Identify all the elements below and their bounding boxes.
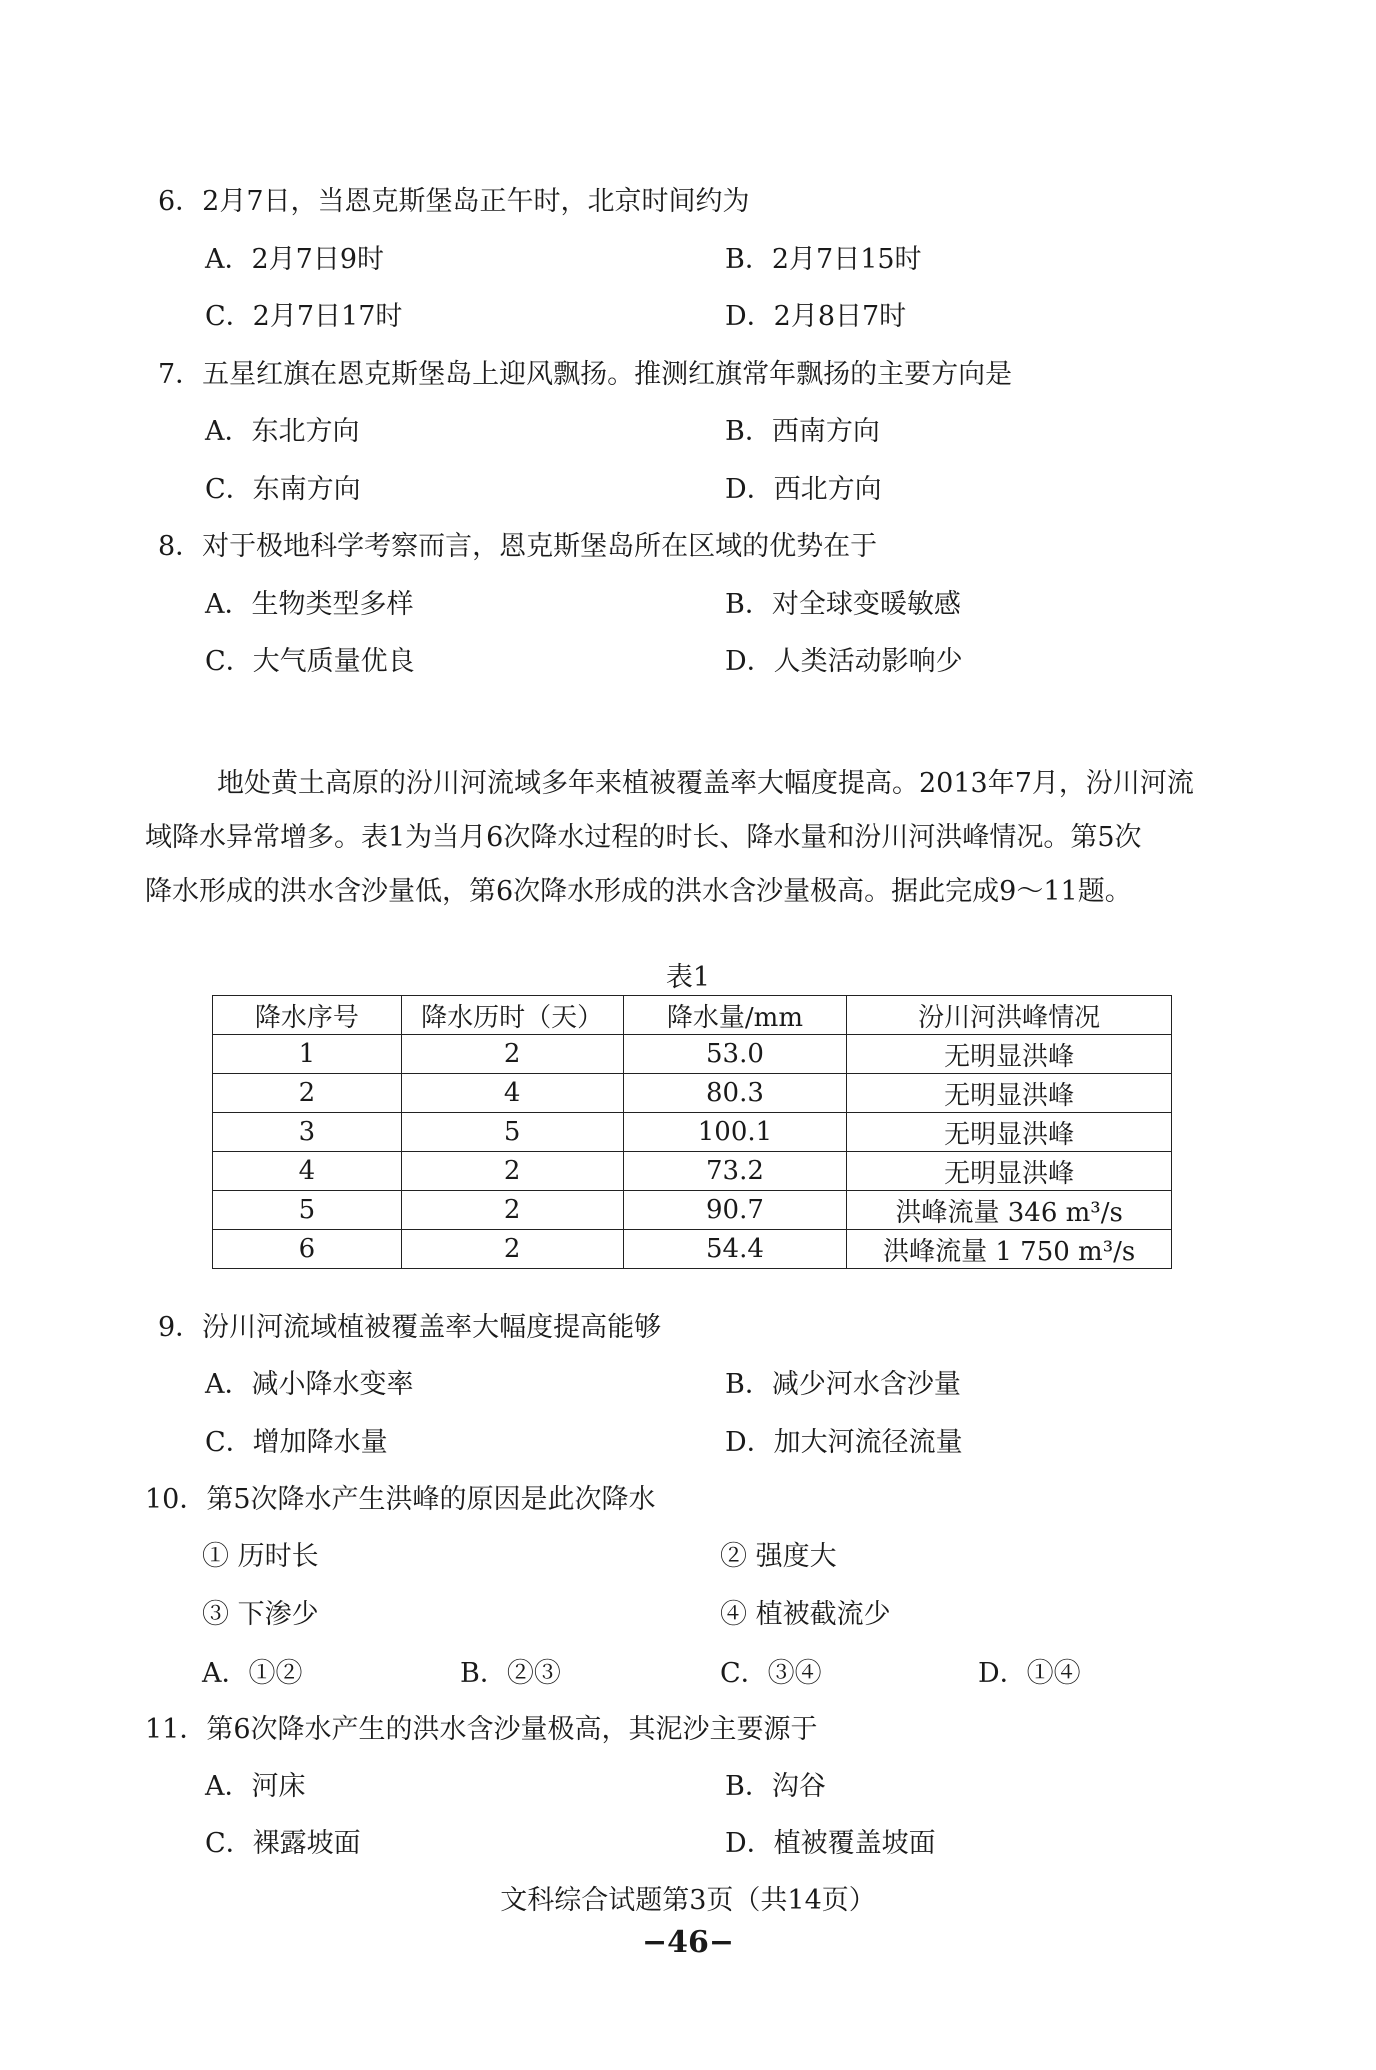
precipitation-table bbox=[212, 995, 1172, 1269]
table-header-cell: 降水历时（天） bbox=[401, 996, 623, 1035]
question-10-item-1: ① 历时长 bbox=[202, 1541, 319, 1572]
passage-line-3: 降水形成的洪水含沙量低，第6次降水形成的洪水含沙量极高。据此完成9～11题。 bbox=[145, 876, 1132, 907]
table-cell: 无明显洪峰 bbox=[847, 1113, 1172, 1152]
table-cell: 1 bbox=[213, 1035, 402, 1074]
table-cell: 3 bbox=[213, 1113, 402, 1152]
question-6-option-c: C．2月7日17时 bbox=[205, 301, 403, 332]
question-7-option-c: C．东南方向 bbox=[205, 474, 361, 505]
question-7-option-d: D．西北方向 bbox=[725, 474, 882, 505]
question-6-option-d: D．2月8日7时 bbox=[725, 301, 907, 332]
table-row bbox=[213, 1074, 1172, 1113]
table-row bbox=[213, 1230, 1172, 1269]
table-header-cell: 汾川河洪峰情况 bbox=[847, 996, 1172, 1035]
question-10-item-3: ③ 下渗少 bbox=[202, 1599, 319, 1630]
question-10-item-2: ② 强度大 bbox=[720, 1541, 837, 1572]
table-cell: 2 bbox=[401, 1230, 623, 1269]
table-header-cell: 降水量/mm bbox=[623, 996, 847, 1035]
question-10-option-a: A．①② bbox=[202, 1658, 303, 1689]
page-footer: 文科综合试题第3页（共14页） bbox=[500, 1885, 876, 1916]
question-11-stem: 11．第6次降水产生的洪水含沙量极高，其泥沙主要源于 bbox=[145, 1714, 818, 1745]
table-cell: 54.4 bbox=[623, 1230, 847, 1269]
question-8-stem: 8．对于极地科学考察而言，恩克斯堡岛所在区域的优势在于 bbox=[158, 531, 878, 562]
passage-line-2: 域降水异常增多。表1为当月6次降水过程的时长、降水量和汾川河洪峰情况。第5次 bbox=[145, 822, 1142, 853]
table-cell: 2 bbox=[401, 1191, 623, 1230]
question-8-option-b: B．对全球变暖敏感 bbox=[725, 589, 961, 620]
question-8-option-d: D．人类活动影响少 bbox=[725, 646, 963, 677]
question-11-option-c: C．裸露坡面 bbox=[205, 1828, 361, 1859]
table-header-row bbox=[213, 996, 1172, 1035]
question-10-option-c: C．③④ bbox=[720, 1658, 822, 1689]
table-cell: 100.1 bbox=[623, 1113, 847, 1152]
question-6-option-a: A．2月7日9时 bbox=[205, 244, 385, 275]
question-9-stem: 9．汾川河流域植被覆盖率大幅度提高能够 bbox=[158, 1312, 662, 1343]
table-cell: 无明显洪峰 bbox=[847, 1152, 1172, 1191]
table-cell: 2 bbox=[401, 1152, 623, 1191]
question-7-option-a: A．东北方向 bbox=[205, 416, 360, 447]
table-cell: 73.2 bbox=[623, 1152, 847, 1191]
table-cell: 6 bbox=[213, 1230, 402, 1269]
table-cell: 洪峰流量 1 750 m³/s bbox=[847, 1230, 1172, 1269]
question-11-option-d: D．植被覆盖坡面 bbox=[725, 1828, 936, 1859]
question-9-option-b: B．减少河水含沙量 bbox=[725, 1369, 961, 1400]
table-cell: 90.7 bbox=[623, 1191, 847, 1230]
passage bbox=[145, 757, 1235, 919]
question-8-option-a: A．生物类型多样 bbox=[205, 589, 414, 620]
table-cell: 80.3 bbox=[623, 1074, 847, 1113]
question-11-option-a: A．河床 bbox=[205, 1771, 306, 1802]
table-cell: 无明显洪峰 bbox=[847, 1035, 1172, 1074]
passage-line-1: 地处黄土高原的汾川河流域多年来植被覆盖率大幅度提高。2013年7月，汾川河流 bbox=[217, 768, 1194, 799]
table-row bbox=[213, 1035, 1172, 1074]
table-cell: 4 bbox=[213, 1152, 402, 1191]
question-6-stem: 6．2月7日，当恩克斯堡岛正午时，北京时间约为 bbox=[158, 186, 750, 217]
page-number: −46− bbox=[641, 1925, 735, 1960]
question-10-stem: 10．第5次降水产生洪峰的原因是此次降水 bbox=[145, 1484, 656, 1515]
table-cell: 洪峰流量 346 m³/s bbox=[847, 1191, 1172, 1230]
table-cell: 53.0 bbox=[623, 1035, 847, 1074]
question-7-stem: 7．五星红旗在恩克斯堡岛上迎风飘扬。推测红旗常年飘扬的主要方向是 bbox=[158, 359, 1013, 390]
question-6-option-b: B．2月7日15时 bbox=[725, 244, 922, 275]
table-header-cell: 降水序号 bbox=[213, 996, 402, 1035]
question-10-option-d: D．①④ bbox=[978, 1658, 1081, 1689]
table-row bbox=[213, 1152, 1172, 1191]
question-9-option-d: D．加大河流径流量 bbox=[725, 1427, 963, 1458]
question-11-option-b: B．沟谷 bbox=[725, 1771, 826, 1802]
table-row bbox=[213, 1113, 1172, 1152]
table-cell: 2 bbox=[213, 1074, 402, 1113]
table-cell: 2 bbox=[401, 1035, 623, 1074]
table-row bbox=[213, 1191, 1172, 1230]
table-cell: 无明显洪峰 bbox=[847, 1074, 1172, 1113]
question-8-option-c: C．大气质量优良 bbox=[205, 646, 415, 677]
table-caption: 表1 bbox=[665, 962, 711, 993]
table-cell: 4 bbox=[401, 1074, 623, 1113]
table-cell: 5 bbox=[401, 1113, 623, 1152]
question-7-option-b: B．西南方向 bbox=[725, 416, 880, 447]
question-10-option-b: B．②③ bbox=[460, 1658, 561, 1689]
question-9-option-a: A．减小降水变率 bbox=[205, 1369, 414, 1400]
question-10-item-4: ④ 植被截流少 bbox=[720, 1599, 891, 1630]
question-9-option-c: C．增加降水量 bbox=[205, 1427, 388, 1458]
table-cell: 5 bbox=[213, 1191, 402, 1230]
